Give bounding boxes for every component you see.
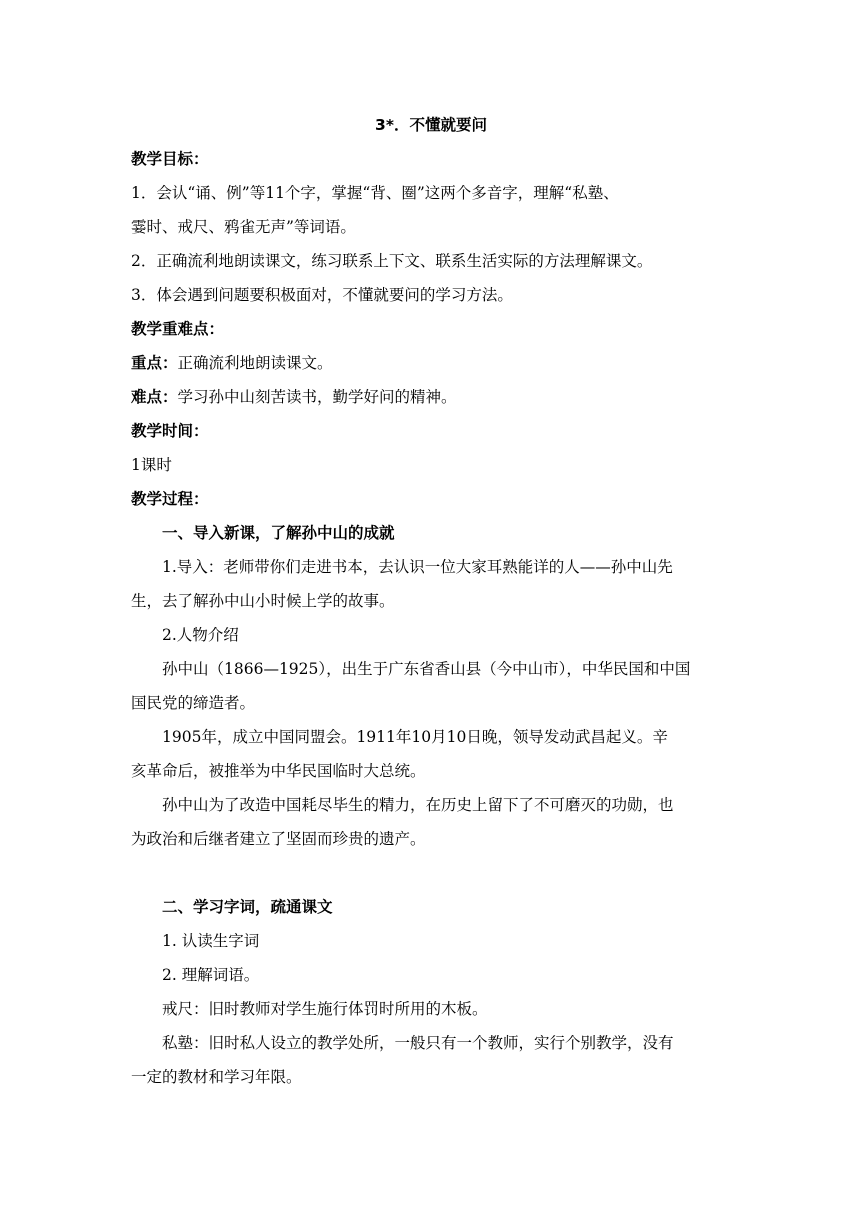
history-line-2: 亥革命后，被推举为中华民国临时大总统。 <box>131 762 426 780</box>
intro-line-1: 1.导入：老师带你们走进书本，去认识一位大家耳熟能详的人——孙中山先 <box>162 558 673 576</box>
intro-line-2: 生，去了解孙中山小时候上学的故事。 <box>131 592 395 610</box>
bio-line-2: 国民党的缔造者。 <box>131 694 256 712</box>
goals-heading: 教学目标： <box>131 150 209 168</box>
time-heading: 教学时间： <box>131 422 209 440</box>
history-line-1: 1905年，成立中国同盟会。1911年10月10日晚，领导发动武昌起义。辛 <box>162 728 668 746</box>
goal-1-line-1: 1．会认“诵、例”等11个字，掌握“背、圈”这两个多音字，理解“私塾、 <box>131 184 619 202</box>
definition-sishu-line-2: 一定的教材和学习年限。 <box>131 1068 302 1086</box>
difficult-point <box>131 380 731 414</box>
goal-1-line-2: 霎时、戒尺、鸦雀无声”等词语。 <box>131 218 356 236</box>
bio-line-1: 孙中山（1866—1925），出生于广东省香山县（今中山市），中华民国和中国 <box>162 660 691 678</box>
definition-sishu-line-1: 私塾：旧时私人设立的教学处所，一般只有一个教师，实行个别教学，没有 <box>162 1034 674 1052</box>
page-title: 3*．不懂就要问 <box>375 116 487 134</box>
legacy-line-1: 孙中山为了改造中国耗尽毕生的精力，在历史上留下了不可磨灭的功勋，也 <box>162 796 674 814</box>
definition-jiechi: 戒尺：旧时教师对学生施行体罚时所用的木板。 <box>162 1000 488 1018</box>
section-1-title: 一、导入新课，了解孙中山的成就 <box>162 524 395 542</box>
legacy-line-2: 为政治和后继者建立了坚固而珍贵的遗产。 <box>131 830 426 848</box>
key-points-heading: 教学重难点： <box>131 320 225 338</box>
key-point <box>131 346 731 380</box>
key-point-text: 正确流利地朗读课文。 <box>177 354 333 372</box>
process-heading: 教学过程： <box>131 490 209 508</box>
difficult-point-label: 难点： <box>131 388 178 406</box>
time-value: 1课时 <box>131 456 172 474</box>
goal-3: 3．体会遇到问题要积极面对，不懂就要问的学习方法。 <box>131 286 513 304</box>
difficult-point-text: 学习孙中山刻苦读书，勤学好问的精神。 <box>177 388 457 406</box>
understand-words-item: 2. 理解词语。 <box>162 966 260 984</box>
section-2-title: 二、学习字词，疏通课文 <box>162 898 333 916</box>
person-intro-label: 2.人物介绍 <box>162 626 239 644</box>
lesson-plan <box>131 108 731 1094</box>
goal-2: 2．正确流利地朗读课文，练习联系上下文、联系生活实际的方法理解课文。 <box>131 252 653 270</box>
spacer <box>131 856 731 890</box>
read-words-item: 1. 认读生字词 <box>162 932 260 950</box>
key-point-label: 重点： <box>131 354 178 372</box>
